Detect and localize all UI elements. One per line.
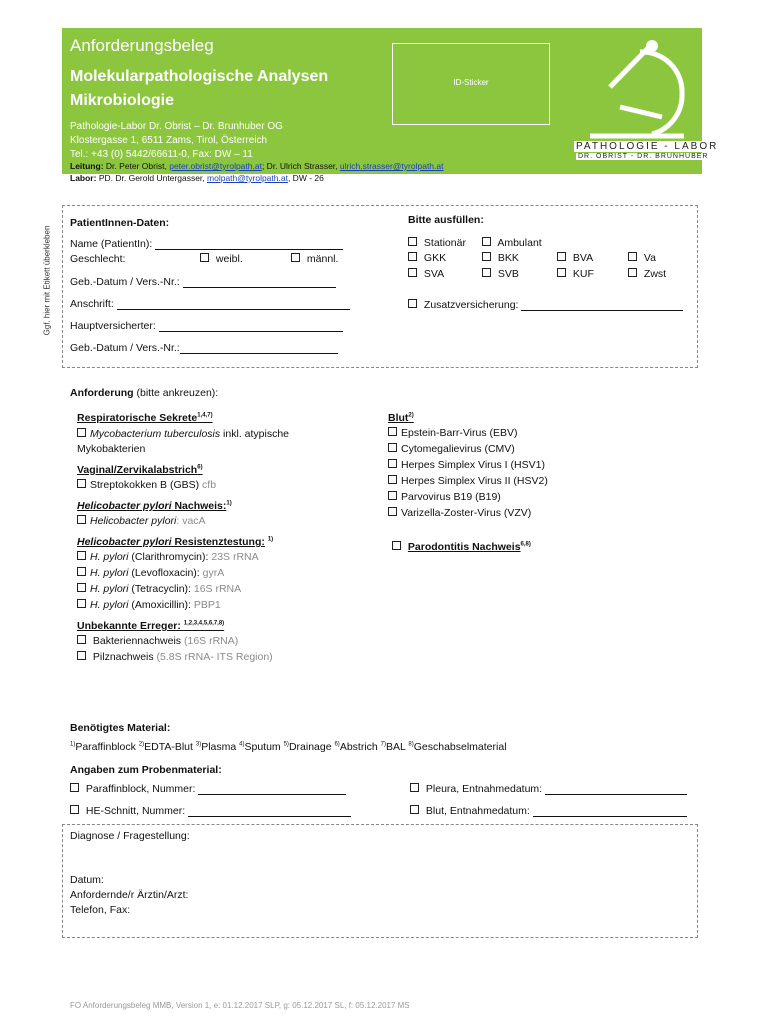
checkbox-sva[interactable]	[408, 268, 417, 277]
checkbox-zwst[interactable]	[628, 268, 637, 277]
res-sup: 1)	[267, 536, 274, 543]
mat-sup-7: 7)	[380, 741, 387, 748]
res-title-text: Helicobacter pylori	[77, 536, 172, 548]
mat-sup-1: 1)	[70, 741, 76, 748]
labor-label: Labor:	[70, 173, 97, 183]
dob-label: Geb.-Datum / Vers.-Nr.:	[70, 276, 180, 288]
vag-sup: 6)	[197, 464, 203, 471]
dob2-label: Geb.-Datum / Vers.-Nr.:	[70, 342, 180, 354]
email-link-obrist[interactable]: peter.obrist@tyrolpath.at	[169, 161, 262, 171]
checkbox-res2[interactable]	[77, 567, 86, 576]
probe-heading: Angaben zum Probenmaterial:	[70, 764, 222, 776]
checkbox-res1[interactable]	[77, 551, 86, 560]
res2-gene: gyrA	[202, 567, 225, 579]
checkbox-blut4[interactable]	[388, 475, 397, 484]
gkk-label: GKK	[423, 252, 447, 264]
opt-bva[interactable]	[557, 252, 593, 264]
request-heading-text: Anforderung	[70, 387, 134, 399]
checkbox-res3[interactable]	[77, 583, 86, 592]
blut-title	[388, 412, 414, 424]
checkbox-blut1[interactable]	[388, 427, 397, 436]
leitung-label: Leitung:	[70, 161, 104, 171]
dob2-row	[70, 342, 338, 354]
dob-field[interactable]	[183, 277, 336, 288]
lab-address: Klostergasse 1, 6511 Zams, Tirol, Österreich	[70, 135, 268, 146]
blut1-label: Epstein-Barr-Virus (EBV)	[401, 427, 518, 439]
blut6-label: Varizella-Zoster-Virus (VZV)	[401, 507, 532, 519]
checkbox-zusatz[interactable]	[408, 299, 417, 308]
svb-label: SVB	[497, 268, 519, 280]
checkbox-blut5[interactable]	[388, 491, 397, 500]
hp-title	[77, 500, 232, 512]
opt-blut1[interactable]	[388, 427, 518, 439]
opt-pleura[interactable]	[410, 783, 687, 795]
paro-label: Parodontitis Nachweis	[407, 541, 521, 553]
checkbox-va[interactable]	[628, 252, 637, 261]
strep-label: Streptokokken B (GBS)	[90, 479, 200, 491]
resp-sup: 1,4,7)	[197, 412, 213, 419]
labor-line	[70, 173, 324, 183]
patient-name-label: Name (PatientIn):	[70, 238, 153, 250]
checkbox-bva[interactable]	[557, 252, 566, 261]
sex-male-label: männl.	[306, 253, 339, 265]
paro-sup: 6,8)	[520, 541, 531, 548]
res2-organism: H. pylori	[90, 567, 129, 579]
blut3-label: Herpes Simplex Virus I (HSV1)	[401, 459, 545, 471]
blut5-label: Parvovirus B19 (B19)	[401, 491, 501, 503]
res2-label: (Levofloxacin):	[128, 567, 203, 579]
mat-7: BAL	[386, 741, 409, 753]
opt-ambulant[interactable]	[482, 237, 542, 249]
leitung-text2: ; Dr. Ulrich Strasser,	[261, 161, 338, 171]
main-insured-label: Hauptversicherter:	[70, 320, 156, 332]
blut2-label: Cytomegalievirus (CMV)	[401, 443, 515, 455]
form-subtitle-1: Molekularpathologische Analysen	[70, 68, 329, 85]
footer-version: FO Anforderungsbeleg MMB, Version 1, e: 01.12.2017 SLP, g: 05.12.2017 SL, f: 05.12.2017 MS	[70, 1001, 410, 1010]
mat-3: Plasma	[201, 741, 240, 753]
bkk-label: BKK	[497, 252, 519, 264]
blut-title-text: Blut	[388, 412, 409, 424]
sex-male-option[interactable]	[291, 253, 338, 265]
request-heading	[70, 387, 218, 399]
labor-dw: , DW - 26	[287, 173, 324, 183]
resp-title	[77, 412, 213, 424]
mat-8: Geschabselmaterial	[413, 741, 507, 753]
mat-sup-8: 8)	[408, 741, 414, 748]
pleura-field[interactable]	[545, 784, 687, 795]
checkbox-male[interactable]	[291, 253, 300, 262]
res-title-rest: Resistenztestung:	[171, 536, 265, 548]
sex-female-label: weibl.	[215, 253, 243, 265]
stationaer-label: Stationär	[423, 237, 466, 249]
checkbox-hp[interactable]	[77, 515, 86, 524]
checkbox-myco[interactable]	[77, 428, 86, 437]
vertical-label-note: Ggf. hier mit Etikett überkleben	[42, 225, 52, 336]
date-label: Datum:	[70, 874, 104, 886]
email-link-molpath[interactable]: molpath@tyrolpath.at	[207, 173, 288, 183]
leitung-text1: Dr. Peter Obrist,	[105, 161, 167, 171]
material-heading: Benötigtes Material:	[70, 722, 171, 734]
mat-6: Abstrich	[339, 741, 381, 753]
checkbox-kuf[interactable]	[557, 268, 566, 277]
opt-zusatz[interactable]	[408, 299, 683, 311]
fill-heading: Bitte ausfüllen:	[408, 214, 484, 226]
myco-label: Mycobacterium tuberculosis	[90, 428, 221, 440]
opt-res4[interactable]	[77, 599, 221, 611]
unk1-label: Bakteriennachweis	[92, 635, 184, 647]
opt-svb[interactable]	[482, 268, 519, 280]
mat-sup-3: 3)	[195, 741, 202, 748]
opt-blut3[interactable]	[388, 459, 545, 471]
resp-title-text: Respiratorische Sekrete	[77, 412, 198, 424]
id-sticker-label: ID-Sticker	[453, 78, 489, 87]
mat-sup-5: 5)	[283, 741, 289, 748]
form-subtitle-2: Mikrobiologie	[70, 92, 174, 109]
res1-gene: 23S rRNA	[211, 551, 259, 563]
address-row	[70, 298, 350, 310]
opt-paraffin[interactable]	[70, 783, 346, 795]
checkbox-blut-date[interactable]	[410, 805, 419, 814]
checkbox-gkk[interactable]	[408, 252, 417, 261]
res3-organism: H. pylori	[90, 583, 129, 595]
blut-date-field[interactable]	[533, 806, 687, 817]
mat-sup-6: 6)	[334, 741, 340, 748]
opt-zwst[interactable]	[628, 268, 666, 280]
checkbox-svb[interactable]	[482, 268, 491, 277]
opt-unk2[interactable]	[77, 651, 273, 663]
logo-subtitle: DR. OBRIST - DR. BRUNHUBER	[578, 153, 709, 160]
unk-title-text: Unbekannte Erreger:	[77, 620, 181, 632]
microscope-logo-icon	[580, 32, 700, 144]
kuf-label: KUF	[572, 268, 594, 280]
res3-gene: 16S rRNA	[193, 583, 242, 595]
res4-label: (Amoxicillin):	[128, 599, 194, 611]
blut4-label: Herpes Simplex Virus II (HSV2)	[401, 475, 548, 487]
res-title	[77, 536, 273, 548]
res4-organism: H. pylori	[90, 599, 129, 611]
paraffin-field[interactable]	[198, 784, 346, 795]
address-field[interactable]	[117, 299, 350, 310]
opt-bkk[interactable]	[482, 252, 519, 264]
opt-blut5[interactable]	[388, 491, 501, 503]
checkbox-paraffin[interactable]	[70, 783, 79, 792]
checkbox-paro[interactable]	[392, 541, 401, 550]
unk-title	[77, 620, 224, 632]
opt-myco[interactable]	[77, 428, 289, 440]
he-label: HE-Schnitt, Nummer:	[85, 805, 186, 817]
logo-wordmark: PATHOLOGIE - LABOR	[576, 141, 719, 152]
main-insured-row	[70, 320, 343, 332]
mat-sup-4: 4)	[239, 741, 245, 748]
opt-va[interactable]	[628, 252, 656, 264]
request-heading-note: (bitte ankreuzen):	[133, 387, 219, 399]
checkbox-strep[interactable]	[77, 479, 86, 488]
dob-row	[70, 276, 336, 288]
blut-sup: 2)	[408, 412, 414, 419]
main-insured-field[interactable]	[159, 321, 343, 332]
checkbox-unk2[interactable]	[77, 651, 86, 660]
mat-2: EDTA-Blut	[144, 741, 196, 753]
unk2-gene: (5.8S rRNA- ITS Region)	[156, 651, 273, 663]
unk2-label: Pilznachweis	[92, 651, 157, 663]
opt-res1[interactable]	[77, 551, 259, 563]
checkbox-he[interactable]	[70, 805, 79, 814]
opt-blut4[interactable]	[388, 475, 548, 487]
opt-blut-date[interactable]	[410, 805, 687, 817]
patient-name-row	[70, 238, 343, 250]
opt-gkk[interactable]	[408, 252, 446, 264]
sex-female-option[interactable]	[200, 253, 243, 265]
sex-label: Geschlecht:	[70, 253, 126, 265]
opt-strep[interactable]	[77, 479, 216, 491]
mat-4: Sputum	[244, 741, 284, 753]
hp-title-text: Helicobacter pylori	[77, 500, 172, 512]
hp-item-label: Helicobacter pylori	[90, 515, 177, 527]
checkbox-blut3[interactable]	[388, 459, 397, 468]
labor-text: PD. Dr. Gerold Untergasser,	[98, 173, 205, 183]
mat-1: Paraffinblock	[75, 741, 139, 753]
res4-gene: PBP1	[193, 599, 221, 611]
opt-hp[interactable]	[77, 515, 206, 527]
hp-title-rest: Nachweis:	[171, 500, 227, 512]
lab-name: Pathologie-Labor Dr. Obrist – Dr. Brunhuber OG	[70, 121, 283, 132]
patient-heading: PatientInnen-Daten:	[70, 217, 170, 229]
ambulant-label: Ambulant	[497, 237, 542, 249]
zwst-label: Zwst	[643, 268, 667, 280]
doctor-label: Anfordernde/r Ärztin/Arzt:	[70, 889, 189, 901]
checkbox-female[interactable]	[200, 253, 209, 262]
vag-title-text: Vaginal/Zervikalabstrich	[77, 464, 198, 476]
diagnosis-label: Diagnose / Fragestellung:	[70, 830, 190, 842]
myco-rest: inkl. atypische	[220, 428, 290, 440]
opt-he[interactable]	[70, 805, 351, 817]
he-field[interactable]	[188, 806, 351, 817]
mat-sup-2: 2)	[138, 741, 145, 748]
unk-sup: 1,2,3,4,5,6,7,8)	[183, 620, 225, 627]
hp-item-gene: : vacA	[176, 515, 206, 527]
phone-label: Telefon, Fax:	[70, 904, 131, 916]
va-label: Va	[643, 252, 656, 264]
res1-organism: H. pylori	[90, 551, 129, 563]
opt-kuf[interactable]	[557, 268, 594, 280]
hp-sup: 1)	[226, 500, 232, 507]
checkbox-blut6[interactable]	[388, 507, 397, 516]
opt-res2[interactable]	[77, 567, 224, 579]
mat-5: Drainage	[288, 741, 335, 753]
paraffin-label: Paraffinblock, Nummer:	[85, 783, 196, 795]
leitung-line	[70, 161, 444, 171]
checkbox-res4[interactable]	[77, 599, 86, 608]
patient-name-field[interactable]	[155, 239, 343, 250]
res1-label: (Clarithromycin):	[128, 551, 212, 563]
blut-date-label: Blut, Entnahmedatum:	[425, 805, 530, 817]
address-label: Anschrift:	[70, 298, 114, 310]
material-list	[70, 741, 507, 753]
checkbox-pleura[interactable]	[410, 783, 419, 792]
checkbox-unk1[interactable]	[77, 635, 86, 644]
email-link-strasser[interactable]: ulrich.strasser@tyrolpath.at	[339, 161, 444, 171]
vag-title	[77, 464, 203, 476]
strep-gene: cfb	[199, 479, 217, 491]
opt-blut6[interactable]	[388, 507, 531, 519]
checkbox-bkk[interactable]	[482, 252, 491, 261]
opt-blut2[interactable]	[388, 443, 515, 455]
opt-unk1[interactable]	[77, 635, 238, 647]
checkbox-blut2[interactable]	[388, 443, 397, 452]
unk1-gene: (16S rRNA)	[183, 635, 239, 647]
zusatz-field[interactable]	[521, 300, 683, 311]
opt-sva[interactable]	[408, 268, 444, 280]
opt-paro[interactable]	[392, 541, 531, 553]
id-sticker-area[interactable]	[392, 43, 550, 125]
bva-label: BVA	[572, 252, 594, 264]
checkbox-ambulant[interactable]	[482, 237, 491, 246]
sva-label: SVA	[423, 268, 445, 280]
checkbox-stationaer[interactable]	[408, 237, 417, 246]
form-title: Anforderungsbeleg	[70, 36, 214, 55]
zusatz-label: Zusatzversicherung:	[423, 299, 519, 311]
myco-rest2: Mykobakterien	[77, 443, 146, 455]
res3-label: (Tetracyclin):	[128, 583, 194, 595]
opt-res3[interactable]	[77, 583, 241, 595]
lab-phone: Tel.: +43 (0) 5442/66611-0, Fax: DW – 11	[70, 149, 253, 160]
dob2-field[interactable]	[180, 343, 338, 354]
pleura-label: Pleura, Entnahmedatum:	[425, 783, 543, 795]
opt-stationaer[interactable]	[408, 237, 466, 249]
